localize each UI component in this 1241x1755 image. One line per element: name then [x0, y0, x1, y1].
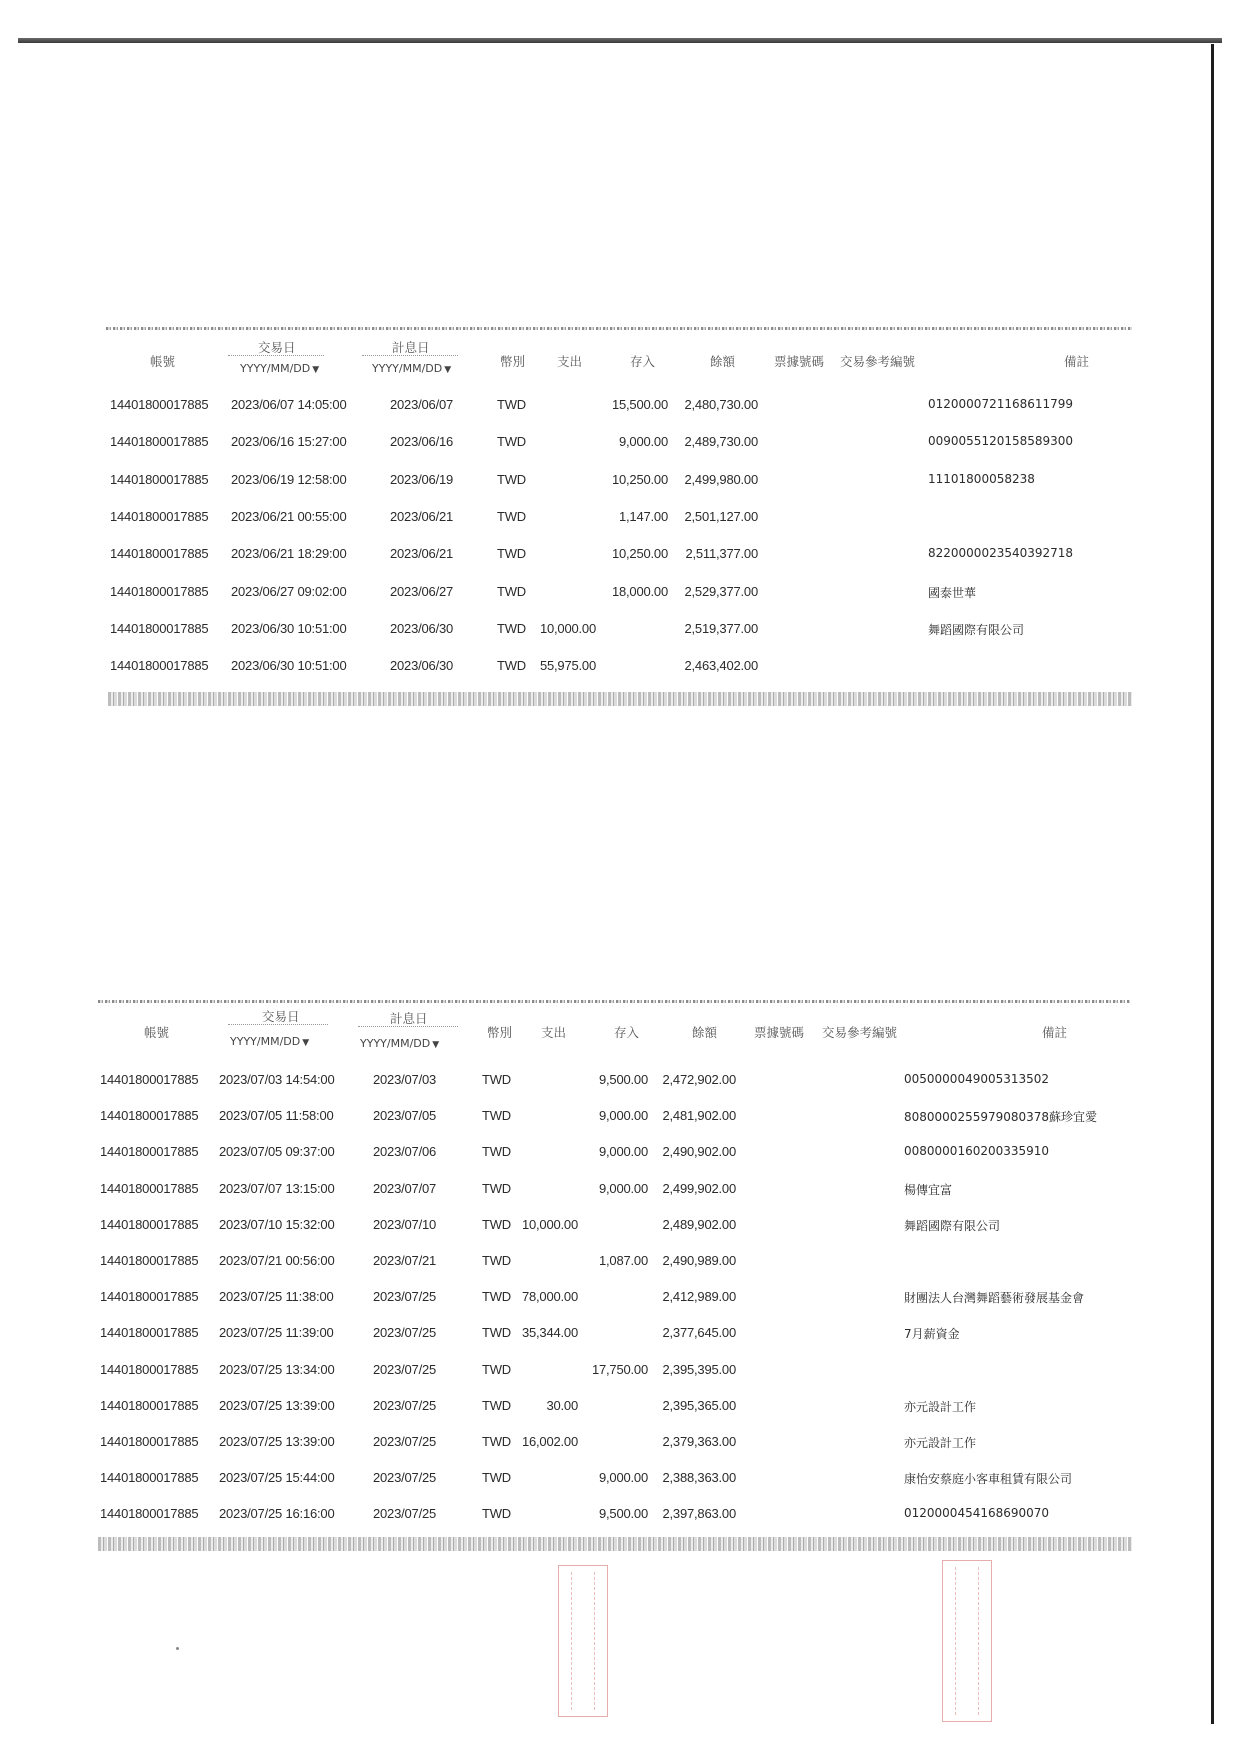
cell-debit: 10,000.00 — [539, 620, 596, 636]
cell-txn: 2023/07/03 14:54:00 — [219, 1072, 335, 1087]
header-value-date: 計息日 — [390, 1011, 428, 1026]
cell-txn: 2023/07/25 13:39:00 — [219, 1434, 335, 1449]
cell-credit: 1,087.00 — [598, 1253, 648, 1268]
cell-memo: 舞蹈國際有限公司 — [928, 622, 1025, 637]
header-txn-date: 交易日 — [258, 340, 296, 355]
cell-txn: 2023/07/07 13:15:00 — [219, 1180, 335, 1196]
header-value-date-format: YYYY/MM/DD — [360, 1037, 431, 1050]
header-credit: 存入 — [630, 354, 656, 369]
header-txn-date-sort[interactable] — [230, 1035, 309, 1048]
cell-txn: 2023/07/05 09:37:00 — [219, 1144, 335, 1160]
cell-debit: 55,975.00 — [539, 658, 596, 674]
cell-value: 2023/07/21 — [373, 1253, 437, 1268]
cell-cur: TWD — [497, 583, 526, 599]
header-txn-date-format: YYYY/MM/DD — [230, 1035, 301, 1048]
cell-balance: 2,489,730.00 — [684, 434, 758, 450]
header-currency: 幣別 — [500, 354, 526, 369]
cell-value: 2023/06/21 — [390, 546, 454, 562]
cell-cur: TWD — [497, 658, 526, 674]
cell-balance: 2,388,363.00 — [662, 1470, 736, 1486]
cell-cur: TWD — [482, 1253, 511, 1268]
table-row — [0, 1217, 1241, 1237]
cell-account: 14401800017885 — [100, 1180, 199, 1196]
cell-debit: 10,000.00 — [521, 1216, 578, 1232]
table-row — [0, 1072, 1241, 1092]
cell-credit: 9,500.00 — [598, 1506, 648, 1522]
cell-value: 2023/06/27 — [390, 583, 454, 599]
cell-value: 2023/07/10 — [373, 1216, 437, 1232]
cell-cur: TWD — [497, 434, 526, 450]
table-2-header — [0, 1005, 1241, 1065]
cell-account: 14401800017885 — [110, 546, 209, 562]
cell-memo: 0120000721168611799 — [928, 397, 1074, 411]
cell-cur: TWD — [497, 546, 526, 562]
cell-balance: 2,395,395.00 — [662, 1361, 736, 1377]
cell-credit: 9,000.00 — [598, 1108, 648, 1124]
cell-cur: TWD — [497, 471, 526, 487]
cell-account: 14401800017885 — [110, 583, 209, 599]
cell-cur: TWD — [497, 397, 526, 412]
cell-txn: 2023/06/07 14:05:00 — [231, 397, 347, 412]
sort-caret-icon: ▼ — [444, 365, 452, 375]
cell-value: 2023/07/25 — [373, 1397, 437, 1413]
cell-debit: 78,000.00 — [521, 1289, 578, 1305]
cell-cur: TWD — [482, 1361, 511, 1377]
cell-value: 2023/06/30 — [390, 620, 454, 636]
cell-txn: 2023/07/21 00:56:00 — [219, 1253, 335, 1268]
sort-caret-icon: ▼ — [432, 1040, 440, 1050]
cell-value: 2023/07/25 — [373, 1361, 437, 1377]
cell-memo: 亦元設計工作 — [904, 1436, 977, 1450]
sort-caret-icon: ▼ — [312, 365, 320, 375]
cell-value: 2023/06/16 — [390, 434, 454, 450]
cell-value: 2023/07/25 — [373, 1470, 437, 1486]
table-2-bottom-rule — [98, 1537, 1132, 1551]
cell-balance: 2,377,645.00 — [662, 1325, 736, 1341]
header-reference: 交易參考編號 — [822, 1025, 898, 1040]
table-row — [0, 1398, 1241, 1418]
cell-balance: 2,519,377.00 — [684, 620, 758, 636]
cell-account: 14401800017885 — [100, 1325, 199, 1341]
header-credit: 存入 — [614, 1025, 640, 1040]
cell-txn: 2023/06/30 10:51:00 — [231, 658, 347, 674]
cell-balance: 2,463,402.00 — [684, 658, 758, 674]
cell-cur: TWD — [482, 1289, 511, 1305]
cell-txn: 2023/06/21 18:29:00 — [231, 546, 347, 562]
cell-txn: 2023/07/25 13:39:00 — [219, 1397, 335, 1413]
header-value-date-sort[interactable] — [360, 1037, 439, 1050]
cell-balance: 2,501,127.00 — [684, 508, 758, 524]
cell-memo: 財團法人台灣舞蹈藝術發展基金會 — [904, 1291, 1085, 1306]
header-txn-date-format: YYYY/MM/DD — [240, 362, 311, 375]
cell-memo: 0120000454168690070 — [904, 1506, 1050, 1521]
header-txn-date-rule — [228, 1024, 328, 1025]
cell-memo: 康怡安蔡庭小客車租賃有限公司 — [904, 1472, 1073, 1487]
cell-debit: 16,002.00 — [521, 1434, 578, 1449]
cell-memo: 0050000049005313502 — [904, 1072, 1050, 1086]
table-row — [0, 1108, 1241, 1128]
cell-account: 14401800017885 — [100, 1361, 199, 1377]
cell-txn: 2023/06/16 15:27:00 — [231, 434, 347, 450]
cell-cur: TWD — [482, 1434, 511, 1449]
header-account: 帳號 — [144, 1025, 170, 1040]
red-seal-stamp — [558, 1565, 608, 1717]
cell-account: 14401800017885 — [100, 1397, 199, 1413]
cell-account: 14401800017885 — [100, 1434, 199, 1449]
table-row — [0, 1506, 1241, 1526]
table-row — [0, 1470, 1241, 1490]
cell-cur: TWD — [482, 1072, 511, 1087]
header-account: 帳號 — [150, 354, 176, 369]
cell-account: 14401800017885 — [110, 508, 209, 524]
red-seal-stamp — [942, 1560, 992, 1722]
cell-account: 14401800017885 — [110, 620, 209, 636]
header-debit: 支出 — [557, 354, 583, 369]
header-value-date-rule — [358, 1026, 458, 1027]
header-cheque-no: 票據號碼 — [754, 1025, 805, 1040]
cell-balance: 2,511,377.00 — [685, 546, 758, 562]
cell-txn: 2023/07/25 16:16:00 — [219, 1506, 335, 1522]
cell-value: 2023/07/25 — [373, 1289, 437, 1305]
cell-credit: 18,000.00 — [611, 583, 668, 599]
cell-memo: 8220000023540392718 — [928, 546, 1074, 561]
cell-cur: TWD — [482, 1470, 511, 1486]
cell-cur: TWD — [482, 1180, 511, 1196]
cell-cur: TWD — [482, 1216, 511, 1232]
cell-debit: 30.00 — [546, 1397, 578, 1413]
cell-value: 2023/07/25 — [373, 1434, 437, 1449]
sort-caret-icon: ▼ — [302, 1038, 310, 1048]
cell-account: 14401800017885 — [100, 1216, 199, 1232]
table-row — [0, 1325, 1241, 1345]
header-balance: 餘額 — [692, 1025, 718, 1040]
cell-balance: 2,499,980.00 — [684, 471, 758, 487]
cell-credit: 9,000.00 — [598, 1144, 648, 1160]
cell-balance: 2,489,902.00 — [662, 1216, 736, 1232]
cell-balance: 2,379,363.00 — [662, 1434, 736, 1449]
cell-account: 14401800017885 — [100, 1072, 199, 1087]
cell-memo: 楊傳宜富 — [904, 1182, 953, 1197]
cell-memo: 0080000160200335910 — [904, 1144, 1050, 1159]
cell-txn: 2023/07/25 13:34:00 — [219, 1361, 335, 1377]
cell-balance: 2,490,989.00 — [662, 1253, 736, 1268]
cell-value: 2023/07/03 — [373, 1072, 437, 1087]
cell-balance: 2,472,902.00 — [662, 1072, 736, 1087]
cell-txn: 2023/06/19 12:58:00 — [231, 471, 347, 487]
cell-memo: 8080000255979080378蘇珍宜愛 — [904, 1110, 1098, 1125]
cell-account: 14401800017885 — [100, 1144, 199, 1160]
header-value-date: 計息日 — [392, 340, 430, 355]
cell-credit: 15,500.00 — [611, 397, 668, 412]
table-row — [0, 1144, 1241, 1164]
cell-account: 14401800017885 — [110, 658, 209, 674]
cell-txn: 2023/07/25 15:44:00 — [219, 1470, 335, 1486]
header-cheque-no: 票據號碼 — [774, 354, 825, 369]
cell-cur: TWD — [497, 620, 526, 636]
cell-memo: 亦元設計工作 — [904, 1399, 977, 1414]
cell-txn: 2023/06/21 00:55:00 — [231, 508, 347, 524]
cell-balance: 2,499,902.00 — [662, 1180, 736, 1196]
cell-balance: 2,529,377.00 — [684, 583, 758, 599]
cell-cur: TWD — [482, 1325, 511, 1341]
cell-cur: TWD — [482, 1144, 511, 1160]
cell-value: 2023/06/21 — [390, 508, 454, 524]
cell-account: 14401800017885 — [100, 1108, 199, 1124]
table-row — [0, 1253, 1241, 1273]
cell-credit: 10,250.00 — [611, 471, 668, 487]
cell-account: 14401800017885 — [100, 1506, 199, 1522]
cell-account: 14401800017885 — [110, 434, 209, 450]
cell-balance: 2,397,863.00 — [662, 1506, 736, 1522]
cell-cur: TWD — [497, 508, 526, 524]
cell-value: 2023/07/05 — [373, 1108, 437, 1124]
scan-speck — [176, 1647, 179, 1650]
table-row — [0, 1289, 1241, 1309]
header-balance: 餘額 — [710, 354, 736, 369]
cell-cur: TWD — [482, 1108, 511, 1124]
cell-txn: 2023/06/27 09:02:00 — [231, 583, 347, 599]
cell-balance: 2,481,902.00 — [662, 1108, 736, 1124]
cell-credit: 10,250.00 — [611, 546, 668, 562]
cell-cur: TWD — [482, 1506, 511, 1522]
cell-account: 14401800017885 — [110, 471, 209, 487]
cell-memo: 0090055120158589300 — [928, 434, 1074, 449]
cell-balance: 2,395,365.00 — [662, 1397, 736, 1413]
cell-balance: 2,490,902.00 — [662, 1144, 736, 1160]
cell-balance: 2,480,730.00 — [684, 397, 758, 412]
cell-account: 14401800017885 — [100, 1253, 199, 1268]
cell-txn: 2023/06/30 10:51:00 — [231, 620, 347, 636]
cell-value: 2023/06/19 — [390, 471, 454, 487]
cell-credit: 9,000.00 — [598, 1180, 648, 1196]
header-currency: 幣別 — [487, 1025, 513, 1040]
cell-credit: 9,500.00 — [598, 1072, 648, 1087]
cell-credit: 9,000.00 — [598, 1470, 648, 1486]
cell-value: 2023/07/25 — [373, 1325, 437, 1341]
table-row — [0, 1434, 1241, 1454]
cell-txn: 2023/07/25 11:38:00 — [219, 1289, 334, 1305]
cell-balance: 2,412,989.00 — [662, 1289, 736, 1305]
cell-memo: 7月薪資金 — [904, 1327, 960, 1342]
cell-credit: 1,147.00 — [618, 508, 668, 524]
cell-debit: 35,344.00 — [521, 1325, 578, 1341]
header-reference: 交易參考編號 — [840, 354, 916, 369]
cell-account: 14401800017885 — [110, 397, 209, 412]
cell-memo: 國泰世華 — [928, 585, 977, 600]
header-memo: 備註 — [1064, 354, 1090, 369]
cell-txn: 2023/07/10 15:32:00 — [219, 1216, 335, 1232]
cell-account: 14401800017885 — [100, 1470, 199, 1486]
cell-account: 14401800017885 — [100, 1289, 199, 1305]
header-txn-date: 交易日 — [262, 1009, 300, 1024]
cell-credit: 17,750.00 — [591, 1361, 648, 1377]
cell-value: 2023/07/06 — [373, 1144, 437, 1160]
cell-value: 2023/06/30 — [390, 658, 454, 674]
cell-txn: 2023/07/05 11:58:00 — [219, 1108, 334, 1124]
cell-value: 2023/07/07 — [373, 1180, 437, 1196]
cell-cur: TWD — [482, 1397, 511, 1413]
header-memo: 備註 — [1042, 1025, 1068, 1040]
cell-credit: 9,000.00 — [618, 434, 668, 450]
header-value-date-format: YYYY/MM/DD — [372, 362, 443, 375]
cell-memo: 舞蹈國際有限公司 — [904, 1218, 1001, 1233]
header-debit: 支出 — [541, 1025, 567, 1040]
cell-txn: 2023/07/25 11:39:00 — [219, 1325, 334, 1341]
cell-value: 2023/07/25 — [373, 1506, 437, 1522]
table-row — [0, 1362, 1241, 1382]
cell-value: 2023/06/07 — [390, 397, 454, 412]
table-row — [0, 1181, 1241, 1201]
cell-memo: 11101800058238 — [928, 471, 1035, 486]
